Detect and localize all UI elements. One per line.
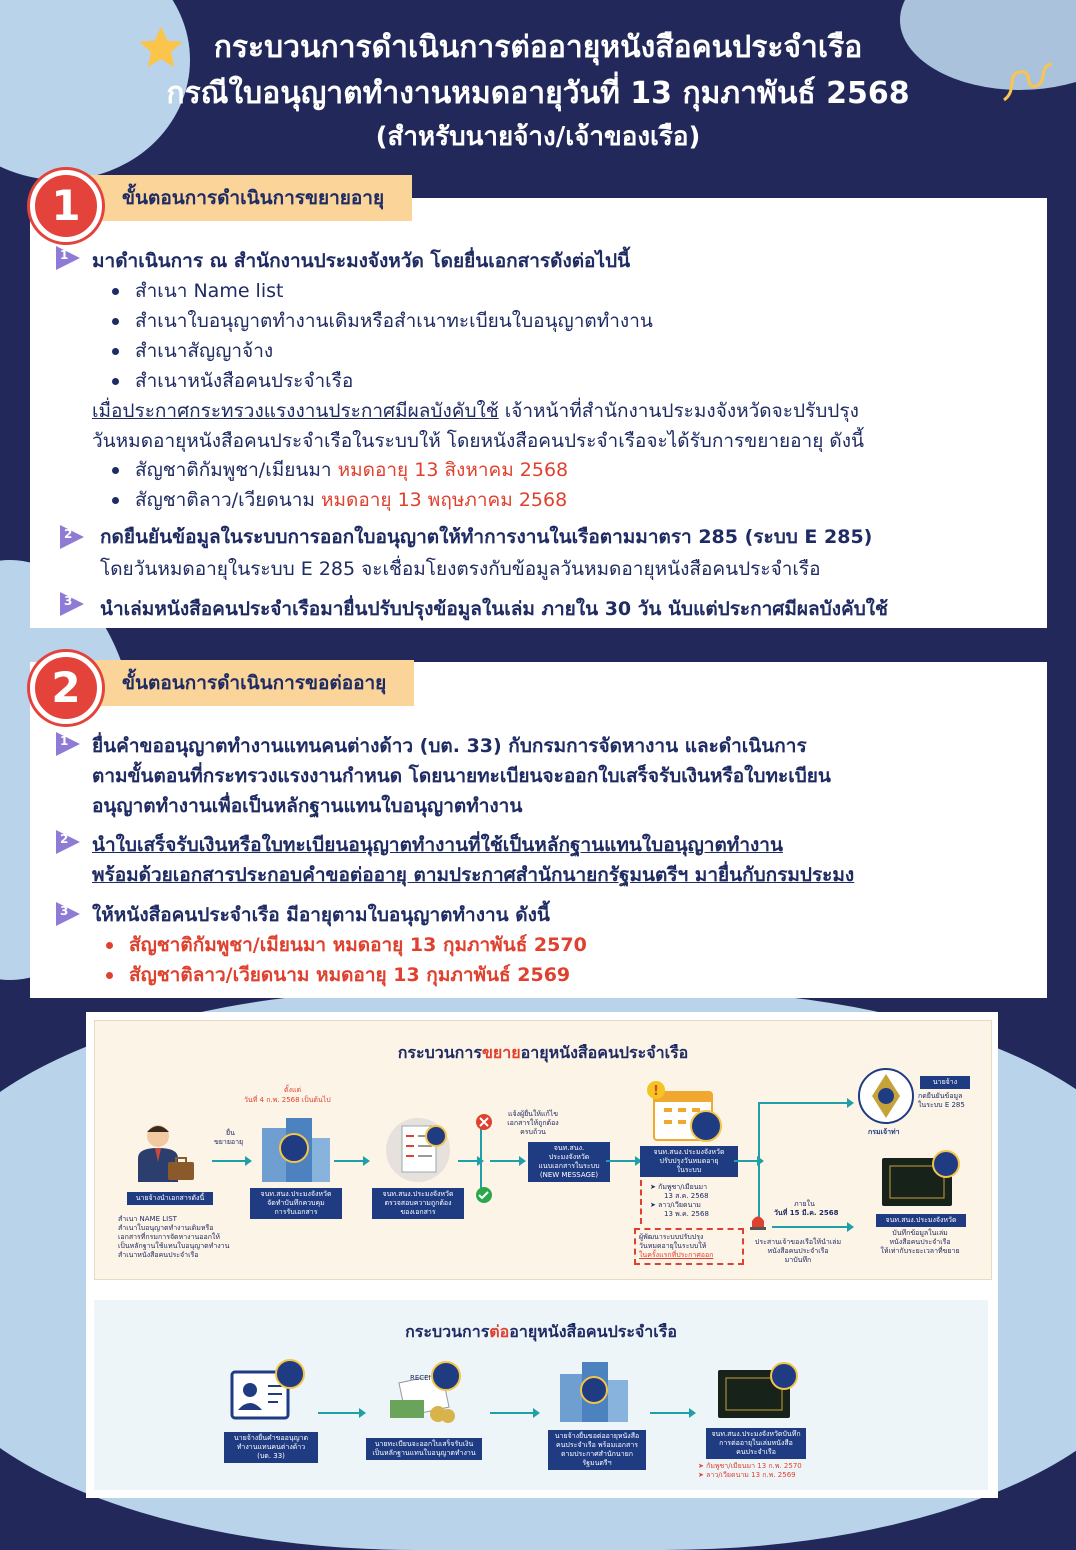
renewal-item: สัญชาติกัมพูชา/เมียนมา หมดอายุ 13 กุมภาพันธ์ 2570 <box>106 930 587 960</box>
office-receive-box: จนท.สนง.ประมงจังหวัด จัดทำบันทึกควบคุม การรับเอกสาร <box>250 1188 342 1219</box>
page-subtitle: (สำหรับนายจ้าง/เจ้าของเรือ) <box>375 122 701 152</box>
businessman-icon <box>128 1122 198 1184</box>
section1-number: 1 <box>30 170 102 242</box>
checklist-icon <box>378 1114 458 1184</box>
section2-step2-line: พร้อมด้วยเอกสารประกอบคำขอต่ออายุ ตามประกาศสำนักนายกรัฐมนตรีฯ มายื่นกับกรมประมง <box>92 864 855 886</box>
dev-connector <box>640 1180 644 1224</box>
section2-title: ขั้นตอนการดำเนินการขอต่ออายุ <box>80 660 414 706</box>
flow-arrow <box>212 1160 246 1162</box>
page-title-line1: กระบวนการดำเนินการต่ออายุหนังสือคนประจำเรือ <box>213 30 863 65</box>
employer-e285-detail: กดยืนยันข้อมูล ในระบบ E 285 <box>918 1092 965 1109</box>
doc-item: สำเนาใบอนุญาตทำงานเดิมหรือสำเนาทะเบียนใบอนุญาตทำงาน <box>112 306 653 336</box>
within-date: วันที่ 15 มี.ค. 2568 <box>774 1209 839 1217</box>
flow-arrow <box>650 1412 690 1414</box>
office-building-icon <box>258 1114 332 1184</box>
doc-item: สำเนาสัญญาจ้าง <box>112 336 273 366</box>
section1-step3-marker <box>58 590 86 618</box>
renewal-step4-box: จนท.สนง.ประมงจังหวัดบันทึก การต่ออายุในเล่มหนังสือ คนประจำเรือ <box>706 1428 806 1459</box>
seafarer-book-icon <box>714 1360 800 1422</box>
doc-item: สำเนาหนังสือคนประจำเรือ <box>112 366 353 396</box>
renewal-dates: ➤ กัมพูชา/เมียนมา 13 ก.พ. 2570 ➤ ลาว/เวียดนาม 13 ก.พ. 2569 <box>698 1462 802 1479</box>
reject-icon <box>475 1113 493 1131</box>
renewal-step1-box: นายจ้างยื่นคำขออนุญาต ทำงานแทนคนต่างด้าว (บต. 33) <box>224 1432 318 1463</box>
section1-step1-marker <box>54 244 82 272</box>
section2-step3-marker <box>54 900 82 928</box>
section1-step2-marker <box>58 523 86 551</box>
section1-step2-heading: กดยืนยันข้อมูลในระบบการออกใบอนุญาตให้ทำการงานในเรือตามมาตรา 285 (ระบบ E 285) <box>100 526 873 548</box>
alarm-siren-icon <box>748 1212 768 1230</box>
section1-step1-note: เมื่อประกาศกระทรวงแรงงานประกาศมีผลบังคับใช้ เจ้าหน้าที่สำนักงานประมงจังหวัดจะปรับปรุง <box>92 400 859 422</box>
flow-arrow <box>606 1160 636 1162</box>
branch-line <box>480 1122 482 1196</box>
section2-step1-line: ยื่นคำขออนุญาตทำงานแทนคนต่างด้าว (บต. 33) กับกรมการจัดหางาน และดำเนินการ <box>92 735 807 757</box>
section1-step3-number: 3 <box>64 594 73 608</box>
section2-step2-number: 2 <box>60 832 69 846</box>
update-dates: ➤ กัมพูชา/เมียนมา 13 ส.ค. 2568 ➤ ลาว/เวียดนาม 13 พ.ค. 2568 <box>650 1183 709 1218</box>
approve-icon <box>475 1186 493 1204</box>
flow-arrow <box>758 1102 848 1104</box>
section2-step1-line: อนุญาตทำงานเพื่อเป็นหลักฐานแทนใบอนุญาตทำงาน <box>92 795 523 817</box>
section1-step1-note-line2: วันหมดอายุหนังสือคนประจำเรือในระบบให้ โดยหนังสือคนประจำเรือจะได้รับการขยายอายุ ดังนี้ <box>92 430 864 452</box>
section2-step3-number: 3 <box>60 904 69 918</box>
office-update-box: จนท.สนง.ประมงจังหวัด ปรับปรุงวันหมดอายุ ในระบบ <box>640 1146 738 1177</box>
section2-number: 2 <box>30 652 102 724</box>
flow-arrow <box>734 1160 758 1162</box>
section1-step2-detail: โดยวันหมดอายุในระบบ E 285 จะเชื่อมโยงตรงกับข้อมูลวันหมดอายุหนังสือคนประจำเรือ <box>100 558 821 580</box>
svg-text:!: ! <box>653 1084 659 1099</box>
since-label: ตั้งแต่ <box>284 1086 302 1094</box>
doc-item: สำเนา Name list <box>112 276 283 306</box>
office-notify-box: จนท.สนง. ประมงจังหวัด แนบเอกสารในระบบ (NEW MESSAGE) <box>528 1142 610 1182</box>
submit-label: ยื่น <box>226 1129 235 1137</box>
within-label: ภายใน <box>794 1200 815 1208</box>
section1-title: ขั้นตอนการดำเนินการขยายอายุ <box>80 175 412 221</box>
section1-step2-number: 2 <box>64 527 73 541</box>
flow-arrow <box>318 1412 360 1414</box>
section2-step1-line: ตามขั้นตอนที่กระทรวงแรงงานกำหนด โดยนายทะเบียนจะออกใบเสร็จรับเงินหรือใบทะเบียน <box>92 765 831 787</box>
employer-doc-list: สำเนา NAME LIST สำเนาใบอนุญาตทำงานเดิมหรือ เอกสารที่กรมการจัดหางานออกให้ เป็นหลักฐานใช้แทนใบอนุญาตทำงาน สำเนาหนังสือคนประจำเรือ <box>118 1215 230 1259</box>
owner-note: ประสานเจ้าของเรือให้นำเล่ม หนังสือคนประจำเรือ มาบันทึก <box>754 1238 842 1264</box>
flow-arrow <box>458 1160 478 1162</box>
department-label: กรมเจ้าท่า <box>868 1128 900 1136</box>
receipt-label: RECEI <box>410 1374 431 1382</box>
seafarer-book-icon <box>880 1150 964 1208</box>
employer-e285-box: นายจ้าง <box>920 1076 970 1089</box>
reject-note: แจ้งผู้ยื่นให้แก้ไข เอกสารให้ถูกต้อง ครบถ้วน <box>507 1110 559 1136</box>
flow-arrow <box>334 1160 364 1162</box>
calendar-icon <box>644 1080 728 1144</box>
id-card-icon <box>228 1358 308 1428</box>
renewal-item: สัญชาติลาว/เวียดนาม หมดอายุ 13 กุมภาพันธ์ 2569 <box>106 960 570 990</box>
renewal-diagram-title: กระบวนการต่ออายุหนังสือคนประจำเรือ <box>405 1322 677 1341</box>
department-seal-icon <box>856 1066 916 1126</box>
flow-arrow <box>772 1226 848 1228</box>
dev-note: ผู้พัฒนาระบบปรับปรุง วันหมดอายุในระบบให้ ในครั้งแรกที่ประกาศออก <box>634 1228 744 1265</box>
office-building-icon <box>556 1360 630 1424</box>
extension-diagram-title: กระบวนการขยายอายุหนังสือคนประจำเรือ <box>397 1043 689 1062</box>
flow-arrow <box>490 1412 534 1414</box>
section2-step2-marker <box>54 828 82 856</box>
section2-step2-line: นำใบเสร็จรับเงินหรือใบทะเบียนอนุญาตทำงานที่ใช้เป็นหลักฐานแทนใบอนุญาตทำงาน <box>92 834 783 856</box>
page-title-line2: กรณีใบอนุญาตทำงานหมดอายุวันที่ 13 กุมภาพันธ์ 2568 <box>166 76 910 111</box>
section2-step1-marker <box>54 730 82 758</box>
section1-step3-heading: นำเล่มหนังสือคนประจำเรือมายื่นปรับปรุงข้อมูลในเล่ม ภายใน 30 วัน นับแต่ประกาศมีผลบังคับใช้ <box>100 598 888 620</box>
expiry-item: สัญชาติลาว/เวียดนาม หมดอายุ 13 พฤษภาคม 2568 <box>112 485 567 515</box>
submit-label-2: ขยายอายุ <box>214 1138 244 1146</box>
section2-step1-number: 1 <box>60 734 69 748</box>
office-record-detail: บันทึกข้อมูลในเล่ม หนังสือคนประจำเรือ ให้เท่ากับระยะเวลาที่ขยาย <box>880 1229 960 1255</box>
section2-step3-heading: ให้หนังสือคนประจำเรือ มีอายุตามใบอนุญาตทำงาน ดังนี้ <box>92 904 550 926</box>
renewal-step2-box: นายทะเบียนจะออกใบเสร็จรับเงิน เป็นหลักฐานแทนใบอนุญาตทำงาน <box>366 1438 482 1460</box>
flow-arrow <box>490 1160 520 1162</box>
receipt-money-icon <box>384 1360 470 1428</box>
renewal-step3-box: นายจ้างยื่นขอต่ออายุหนังสือ คนประจำเรือ พร้อมเอกสาร ตามประกาศสำนักนายก รัฐมนตรีฯ <box>548 1430 646 1470</box>
office-record-box: จนท.สนง.ประมงจังหวัด <box>876 1214 966 1227</box>
since-date: วันที่ 4 ก.พ. 2568 เป็นต้นไป <box>244 1096 331 1104</box>
office-verify-box: จนท.สนง.ประมงจังหวัด ตรวจสอบความถูกต้อง ของเอกสาร <box>372 1188 464 1219</box>
expiry-item: สัญชาติกัมพูชา/เมียนมา หมดอายุ 13 สิงหาคม 2568 <box>112 455 568 485</box>
section1-step1-heading: มาดำเนินการ ณ สำนักงานประมงจังหวัด โดยยื่นเอกสารดังต่อไปนี้ <box>92 250 631 272</box>
section1-step1-number: 1 <box>60 248 69 262</box>
employer-box: นายจ้างนำเอกสารดังนี้ <box>127 1192 213 1205</box>
